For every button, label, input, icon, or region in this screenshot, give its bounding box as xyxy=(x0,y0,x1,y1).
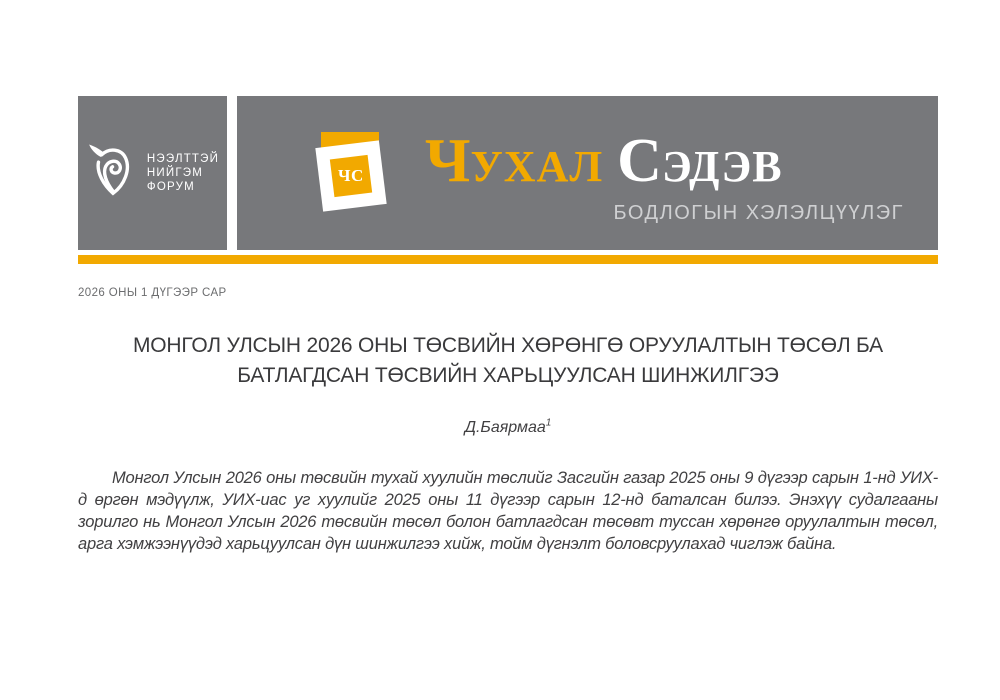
osf-spiral-icon xyxy=(86,143,138,206)
logo-org-line: ФОРУМ xyxy=(146,181,195,193)
masthead-word2-rest: ЭДЭВ xyxy=(661,142,783,191)
article-title xyxy=(78,331,938,391)
logo-org-line: НИЙГЭМ xyxy=(146,167,204,179)
masthead-title xyxy=(425,127,904,195)
masthead-word1-initial: Ч xyxy=(425,127,471,195)
masthead-banner xyxy=(237,96,938,250)
badge-white-square xyxy=(315,140,386,211)
badge-initials: ЧС xyxy=(338,166,364,186)
gold-divider-bar xyxy=(78,255,938,264)
author-name: Д.Баярмаа xyxy=(464,419,546,436)
masthead-word2-initial: С xyxy=(617,127,662,195)
masthead-subtitle: БОДЛОГЫН ХЭЛЭЛЦҮҮЛЭГ xyxy=(613,202,904,224)
issue-date: 2026 ОНЫ 1 ДҮГЭЭР САР xyxy=(78,287,227,299)
article-title-line1: МОНГОЛ УЛСЫН 2026 ОНЫ ТӨСВИЙН ХӨРӨНГӨ ОРУУЛАЛТЫН ТӨСӨЛ БА xyxy=(133,334,883,357)
logo-org-name xyxy=(147,152,219,194)
header xyxy=(78,96,938,250)
badge-inner-square xyxy=(330,155,372,197)
masthead-word1-rest: УХАЛ xyxy=(470,142,604,191)
article-abstract: Монгол Улсын 2026 оны төсвийн тухай хуулийн төслийг Засгийн газар 2025 оны 9 дүгээр сарын 1-нд УИХ-д өргөн мэдүүлж, УИХ-иас уг хуулийг 2025 оны 11 дүгээр сарын 12-нд баталсан билээ. Энэхүү судалгааны зорилго нь Монгол Улсын 2026 төсвийн төсөл болон батлагдсан төсөвт туссан хөрөнгө оруулалтын төсөл, арга хэмжээнүүдэд харьцуулсан дүн шинжилгээ хийж, тойм дүгнэлт боловсруулахад чиглэж байна. xyxy=(78,469,938,553)
article-title-line2: БАТЛАГДСАН ТӨСВИЙН ХАРЬЦУУЛСАН ШИНЖИЛГЭЭ xyxy=(237,364,779,387)
chs-badge-icon xyxy=(317,132,387,216)
open-society-forum-logo xyxy=(78,96,227,250)
author-footnote-mark: 1 xyxy=(545,417,552,429)
logo-org-line: НЭЭЛТТЭЙ xyxy=(146,153,220,165)
article-author xyxy=(78,419,938,437)
content-column xyxy=(78,96,938,555)
